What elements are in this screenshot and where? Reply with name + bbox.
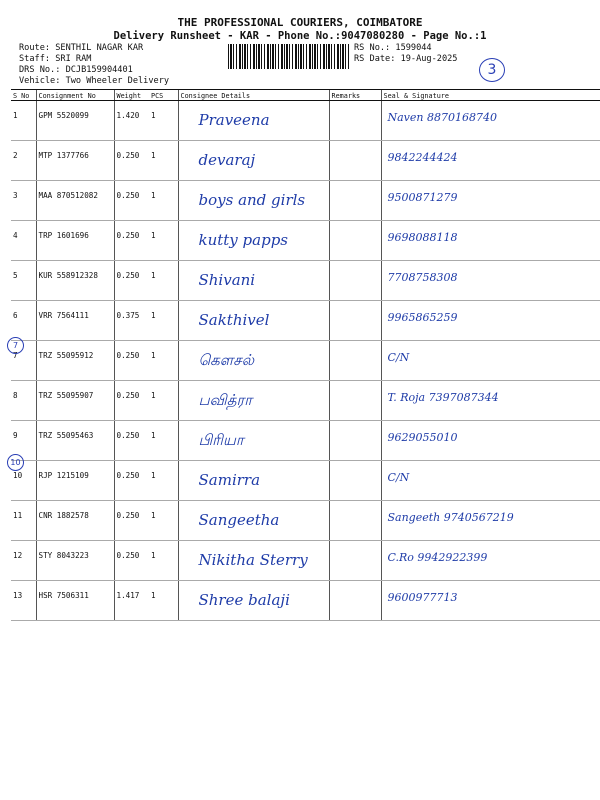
consignment-no: TRZ 55095907 [36, 381, 114, 421]
remarks [329, 461, 381, 501]
runsheet-table [11, 89, 600, 621]
seal-signature-handwritten: 9600977713 [381, 581, 600, 621]
remarks [329, 221, 381, 261]
weight: 0.250 [114, 421, 149, 461]
document-title: THE PROFESSIONAL COURIERS, COIMBATORE [177, 16, 423, 29]
weight: 0.250 [114, 221, 149, 261]
pcs: 1 [149, 421, 178, 461]
row-sno: 1 [11, 101, 36, 141]
seal-signature-handwritten: 9629055010 [381, 421, 600, 461]
rs-number: RS No.: 1599044 [354, 43, 432, 53]
seal-signature-handwritten: C/N [381, 341, 600, 381]
consignee-handwritten: கௌசல் [178, 341, 329, 381]
row-sno: 11 [11, 501, 36, 541]
col-seal-signature: Seal & Signature [381, 90, 600, 101]
page-circle-mark: 3 [479, 58, 505, 82]
document-subtitle: Delivery Runsheet - KAR - Phone No.:9047080280 - Page No.:1 [113, 30, 487, 42]
col-pcs: PCS [149, 90, 178, 101]
seal-signature-handwritten: 9965865259 [381, 301, 600, 341]
seal-signature-handwritten: 9698088118 [381, 221, 600, 261]
pcs: 1 [149, 181, 178, 221]
consignment-no: MAA 870512082 [36, 181, 114, 221]
row-sno: 12 [11, 541, 36, 581]
remarks [329, 301, 381, 341]
barcode-image [228, 44, 351, 69]
pcs: 1 [149, 301, 178, 341]
row-sno: 2 [11, 141, 36, 181]
table-row [11, 421, 600, 461]
seal-signature-handwritten: T. Roja 7397087344 [381, 381, 600, 421]
remarks [329, 101, 381, 141]
consignment-no: RJP 1215109 [36, 461, 114, 501]
consignee-handwritten: Sangeetha [178, 501, 329, 541]
table-row [11, 301, 600, 341]
consignee-handwritten: Samirra [178, 461, 329, 501]
consignment-no: VRR 7564111 [36, 301, 114, 341]
weight: 0.375 [114, 301, 149, 341]
consignee-handwritten: Nikitha Sterry [178, 541, 329, 581]
col-remarks: Remarks [329, 90, 381, 101]
seal-signature-handwritten: Sangeeth 9740567219 [381, 501, 600, 541]
col-sno: S No [11, 90, 36, 101]
consignee-handwritten: devaraj [178, 141, 329, 181]
pcs: 1 [149, 341, 178, 381]
consignment-no: MTP 1377766 [36, 141, 114, 181]
weight: 0.250 [114, 541, 149, 581]
table-row [11, 341, 600, 381]
weight: 1.420 [114, 101, 149, 141]
table-row [11, 381, 600, 421]
seal-signature-handwritten: C.Ro 9942922399 [381, 541, 600, 581]
row-sno: 5 [11, 261, 36, 301]
consignment-no: KUR 558912328 [36, 261, 114, 301]
pcs: 1 [149, 461, 178, 501]
table-header-row [11, 90, 600, 101]
row-sno: 10 [11, 461, 36, 501]
col-weight: Weight [114, 90, 149, 101]
weight: 0.250 [114, 141, 149, 181]
seal-signature-handwritten: 7708758308 [381, 261, 600, 301]
remarks [329, 421, 381, 461]
row-sno: 6 [11, 301, 36, 341]
pcs: 1 [149, 581, 178, 621]
col-consignment-no: Consignment No [36, 90, 114, 101]
seal-signature-handwritten: 9500871279 [381, 181, 600, 221]
consignment-no: TRZ 55095463 [36, 421, 114, 461]
weight: 1.417 [114, 581, 149, 621]
remarks [329, 181, 381, 221]
remarks [329, 381, 381, 421]
consignee-handwritten: Praveena [178, 101, 329, 141]
remarks [329, 501, 381, 541]
rs-date: RS Date: 19-Aug-2025 [354, 54, 458, 64]
pcs: 1 [149, 101, 178, 141]
consignee-handwritten: Shivani [178, 261, 329, 301]
weight: 0.250 [114, 381, 149, 421]
table-row [11, 261, 600, 301]
table-row [11, 101, 600, 141]
seal-signature-handwritten: C/N [381, 461, 600, 501]
consignee-handwritten: kutty papps [178, 221, 329, 261]
consignment-no: TRP 1601696 [36, 221, 114, 261]
consignment-no: TRZ 55095912 [36, 341, 114, 381]
pcs: 1 [149, 541, 178, 581]
consignee-handwritten: Sakthivel [178, 301, 329, 341]
remarks [329, 581, 381, 621]
consignee-handwritten: பவித்ரா [178, 381, 329, 421]
consignment-no: HSR 7506311 [36, 581, 114, 621]
table-row [11, 221, 600, 261]
table-row [11, 141, 600, 181]
consignment-no: STY 8043223 [36, 541, 114, 581]
weight: 0.250 [114, 181, 149, 221]
col-consignee-details: Consignee Details [178, 90, 329, 101]
row-sno: 4 [11, 221, 36, 261]
route-label: Route: SENTHIL NAGAR KAR [19, 43, 144, 53]
remarks [329, 141, 381, 181]
weight: 0.250 [114, 341, 149, 381]
pcs: 1 [149, 261, 178, 301]
vehicle-label: Vehicle: Two Wheeler Delivery [19, 76, 170, 86]
row-sno: 13 [11, 581, 36, 621]
consignment-no: CNR 1882578 [36, 501, 114, 541]
staff-label: Staff: SRI RAM [19, 54, 92, 64]
row-10-circle-mark: 10 [7, 454, 24, 471]
row-sno: 8 [11, 381, 36, 421]
consignment-no: GPM 5520099 [36, 101, 114, 141]
pcs: 1 [149, 501, 178, 541]
table-row [11, 181, 600, 221]
consignee-handwritten: boys and girls [178, 181, 329, 221]
drs-number: DRS No.: DCJB159904401 [19, 65, 133, 75]
row-7-circle-mark: 7 [7, 337, 24, 354]
remarks [329, 261, 381, 301]
pcs: 1 [149, 141, 178, 181]
consignee-handwritten: Shree balaji [178, 581, 329, 621]
pcs: 1 [149, 221, 178, 261]
table-row [11, 501, 600, 541]
table-row [11, 581, 600, 621]
weight: 0.250 [114, 501, 149, 541]
seal-signature-handwritten: Naven 8870168740 [381, 101, 600, 141]
pcs: 1 [149, 381, 178, 421]
seal-signature-handwritten: 9842244424 [381, 141, 600, 181]
row-sno: 7 [11, 341, 36, 381]
row-sno: 3 [11, 181, 36, 221]
table-row [11, 541, 600, 581]
weight: 0.250 [114, 261, 149, 301]
remarks [329, 541, 381, 581]
row-sno: 9 [11, 421, 36, 461]
table-row [11, 461, 600, 501]
weight: 0.250 [114, 461, 149, 501]
remarks [329, 341, 381, 381]
consignee-handwritten: பிரியா [178, 421, 329, 461]
